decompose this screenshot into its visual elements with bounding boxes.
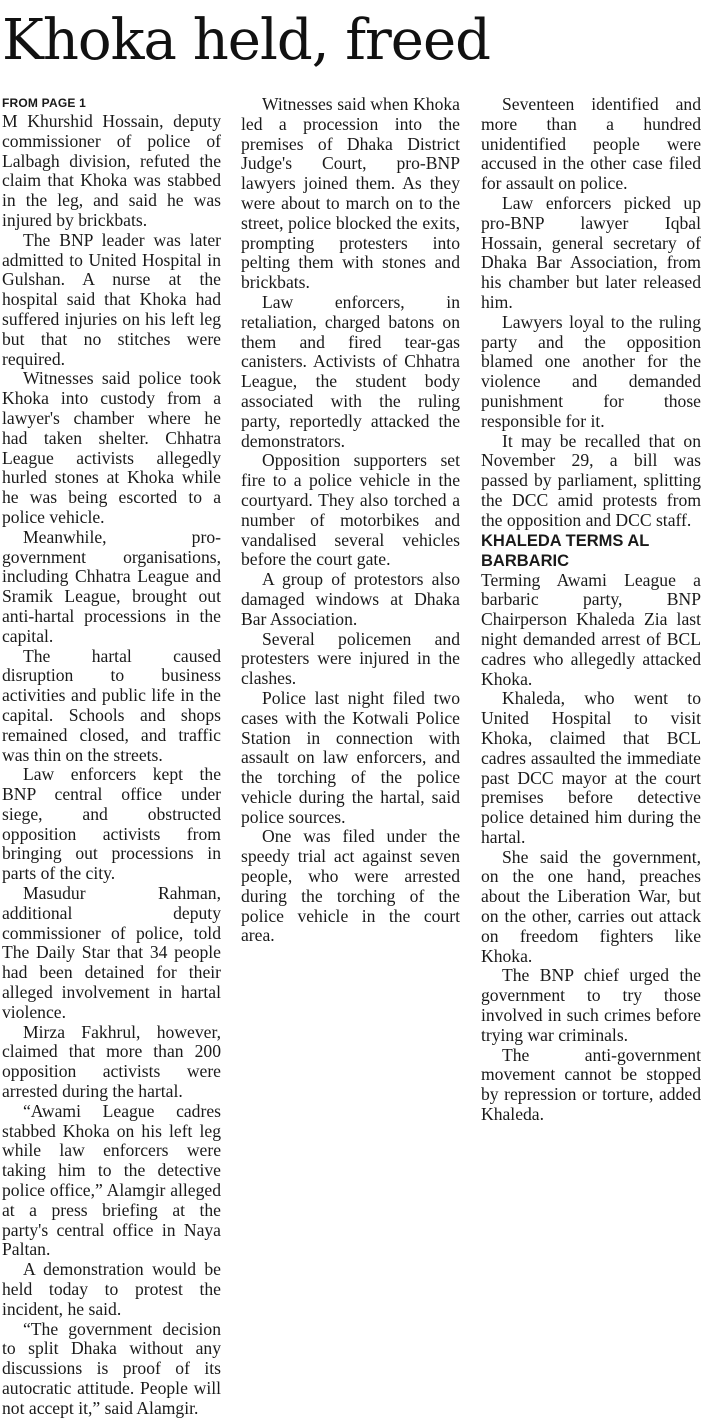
paragraph: The BNP chief urged the government to try those involved in such crimes before trying war criminals. [481,965,701,1045]
paragraph: Meanwhile, pro-government organisations, including Chhatra League and Sramik League, brought out anti-hartal processions in the capital. [2,526,221,646]
paragraph: It may be recalled that on November 29, a bill was passed by parliament, splitting the DCC amid protests from the opposition and DCC staff. [481,430,701,530]
article-column-3 [481,95,701,1125]
paragraph: Terming Awami League a barbaric party, BNP Chairperson Khaleda Zia last night demanded arrest of BCL cadres who allegedly attacked Khoka. [481,569,701,689]
paragraph: Several policemen and protesters were injured in the clashes. [241,628,460,689]
paragraph: Mirza Fakhrul, however, claimed that more than 200 opposition activists were arrested during the hartal. [2,1021,221,1102]
paragraph: A demonstration would be held today to protest the incident, he said. [2,1259,221,1319]
paragraph: One was filed under the speedy trial act against seven people, who were arrested during the torching of the police vehicle in the court area. [241,826,460,946]
paragraph: A group of protestors also damaged windows at Dhaka Bar Association. [241,569,460,629]
article-column-2 [241,95,460,946]
paragraph: Law enforcers picked up pro-BNP lawyer Iqbal Hossain, general secretary of Dhaka Bar Association, from his chamber but later released him. [481,192,701,312]
paragraph: Witnesses said when Khoka led a procession into the premises of Dhaka District Judge's Court, pro-BNP lawyers joined them. As they were about to march on to the street, police blocked the exits, prompting protesters into pelting them with stones and brickbats. [241,94,460,293]
paragraph: “The government decision to split Dhaka without any discussions is proof of its autocratic attitude. People will not accept it,” said Alamgir. [2,1318,221,1418]
headline: Khoka held, freed [2,8,490,73]
paragraph: Law enforcers, in retaliation, charged batons on them and fired tear-gas canisters. Activists of Chhatra League, the student body associated with the ruling party, reportedly attacked the demonstrators. [241,291,460,451]
paragraph: The hartal caused disruption to business activities and public life in the capital. Schools and shops remained closed, and traffic was thin on the streets. [2,645,221,765]
paragraph: The BNP leader was later admitted to United Hospital in Gulshan. A nurse at the hospital said that Khoka had suffered injuries on his left leg but that no stitches were required. [2,229,221,369]
kicker: FROM PAGE 1 [2,96,86,110]
paragraph: The anti-government movement cannot be stopped by repression or torture, added Khaleda. [481,1044,701,1125]
paragraph: M Khurshid Hossain, deputy commissioner of police of Lalbagh division, refuted the claim that Khoka was stabbed in the leg, and said he was injured by brickbats. [2,111,221,230]
paragraph: Witnesses said police took Khoka into custody from a lawyer's chamber where he had taken shelter. Chhatra League activists allegedly hurled stones at Khoka while he was being escorted to a police vehicle. [2,368,221,527]
paragraph: She said the government, on the one hand, preaches about the Liberation War, but on the other, carries out attack on freedom fighters like Khoka. [481,846,701,966]
paragraph: “Awami League cadres stabbed Khoka on his left leg while law enforcers were taking him to the detective police office,” Alamgir alleged at a press briefing at the party's central office in Naya Paltan. [2,1100,221,1260]
paragraph: Masudur Rahman, additional deputy commissioner of police, told The Daily Star that 34 people had been detained for their alleged involvement in hartal violence. [2,883,221,1022]
paragraph: Police last night filed two cases with the Kotwali Police Station in connection with assault on law enforcers, and the torching of the police vehicle during the hartal, said police sources. [241,687,460,827]
paragraph: Khaleda, who went to United Hospital to visit Khoka, claimed that BCL cadres assaulted the immediate past DCC mayor at the court premises before detective police detained him during the hartal. [481,688,701,847]
paragraph: Opposition supporters set fire to a police vehicle in the courtyard. They also torched a number of motorbikes and vandalised several vehicles before the court gate. [241,450,460,570]
paragraph: Seventeen identified and more than a hundred unidentified people were accused in the other case filed for assault on police. [481,94,701,194]
subhead: KHALEDA TERMS AL BARBARIC [481,531,650,570]
paragraph: Law enforcers kept the BNP central office under siege, and obstructed opposition activists from bringing out processions in parts of the city. [2,764,221,884]
article-column-1 [2,95,221,1419]
paragraph: Lawyers loyal to the ruling party and the opposition blamed one another for the violence and demanded punishment for those responsible for it. [481,311,701,431]
